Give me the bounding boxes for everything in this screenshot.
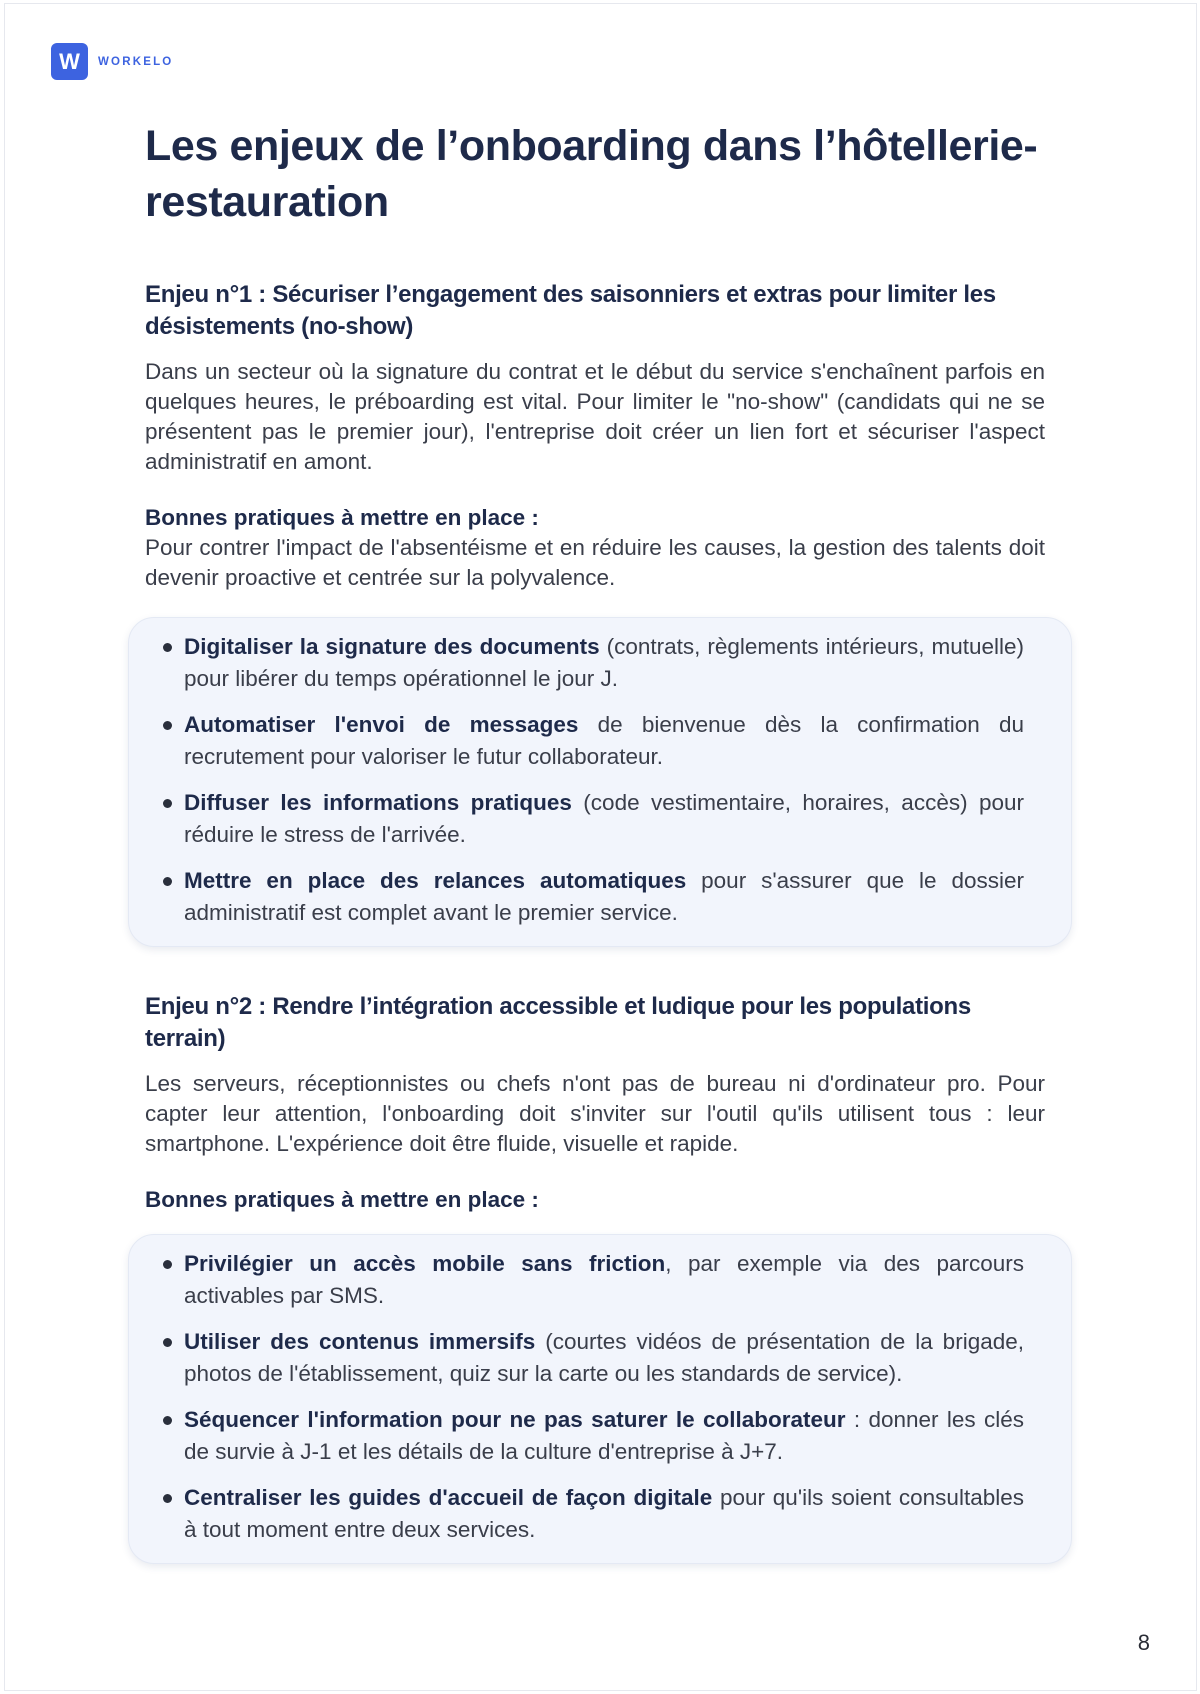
list-item-bold: Privilégier un accès mobile sans friction: [184, 1251, 666, 1276]
workelo-logo-icon: W: [51, 43, 88, 80]
brand-name: WORKELO: [98, 55, 174, 68]
list-item: [184, 1404, 1024, 1468]
list-item: [184, 709, 1024, 773]
list-item-bold: Mettre en place des relances automatiques: [184, 868, 687, 893]
enjeu-1-practices-list: [184, 631, 1024, 929]
list-item-bold: Centraliser les guides d'accueil de façon digitale: [184, 1485, 713, 1510]
enjeu-2-title: Enjeu n°2 : Rendre l’intégration accessible et ludique pour les populations terrain): [145, 993, 971, 1052]
enjeu-1-practices-intro: Pour contrer l'impact de l'absentéisme et en réduire les causes, la gestion des talents doit devenir proactive et centrée sur la polyvalence.: [145, 535, 1045, 590]
list-item-text: (contrats, règlements intérieurs, mutuelle) pour libérer du temps opérationnel le jour J.: [184, 634, 1024, 691]
list-item-text: , par exemple via des parcours activables par SMS.: [184, 1251, 1024, 1308]
enjeu-1-practices-label: Bonnes pratiques à mettre en place :: [145, 505, 539, 530]
list-item-text: de bienvenue dès la confirmation du recrutement pour valoriser le futur collaborateur.: [184, 712, 1024, 769]
list-item-text: : donner les clés de survie à J-1 et les détails de la culture d'entreprise à J+7.: [184, 1407, 1024, 1464]
enjeu-1-practices-card: [128, 617, 1072, 947]
list-item-text: pour s'assurer que le dossier administratif est complet avant le premier service.: [184, 868, 1024, 925]
list-item-bold: Automatiser l'envoi de messages: [184, 712, 579, 737]
list-item-bold: Diffuser les informations pratiques: [184, 790, 572, 815]
brand-logo: [51, 43, 173, 80]
list-item-bold: Digitaliser la signature des documents: [184, 634, 600, 659]
list-item-bold: Utiliser des contenus immersifs: [184, 1329, 536, 1354]
enjeu-1-intro: Dans un secteur où la signature du contrat et le début du service s'enchaînent parfois en quelques heures, le préboarding est vital. Pour limiter le "no-show" (candidats qui ne se présentent pas le premier jour), l'entreprise doit créer un lien fort et sécuriser l'aspect administratif en amont.: [145, 359, 1045, 474]
page-number: 8: [1137, 1630, 1150, 1655]
enjeu-2-practices-card: [128, 1234, 1072, 1564]
enjeu-1-title: Enjeu n°1 : Sécuriser l’engagement des saisonniers et extras pour limiter les désistements (no-show): [145, 281, 996, 340]
enjeu-2-practices-list: [184, 1248, 1024, 1546]
enjeu-2-practices-label: Bonnes pratiques à mettre en place :: [145, 1187, 539, 1212]
list-item: [184, 1248, 1024, 1312]
list-item: [184, 1482, 1024, 1546]
enjeu-2-intro: Les serveurs, réceptionnistes ou chefs n'ont pas de bureau ni d'ordinateur pro. Pour capter leur attention, l'onboarding doit s'inviter sur l'outil qu'ils utilisent tous : leur smartphone. L'expérience doit être fluide, visuelle et rapide.: [145, 1071, 1045, 1156]
list-item: [184, 631, 1024, 695]
list-item: [184, 1326, 1024, 1390]
list-item-text: (code vestimentaire, horaires, accès) pour réduire le stress de l'arrivée.: [184, 790, 1024, 847]
list-item-bold: Séquencer l'information pour ne pas saturer le collaborateur: [184, 1407, 846, 1432]
list-item-text: pour qu'ils soient consultables à tout moment entre deux services.: [184, 1485, 1024, 1542]
list-item: [184, 787, 1024, 851]
page-title: Les enjeux de l’onboarding dans l’hôtellerie-restauration: [145, 122, 1038, 226]
list-item-text: (courtes vidéos de présentation de la brigade, photos de l'établissement, quiz sur la carte ou les standards de service).: [184, 1329, 1024, 1386]
list-item: [184, 865, 1024, 929]
main-content: [145, 118, 1045, 1564]
